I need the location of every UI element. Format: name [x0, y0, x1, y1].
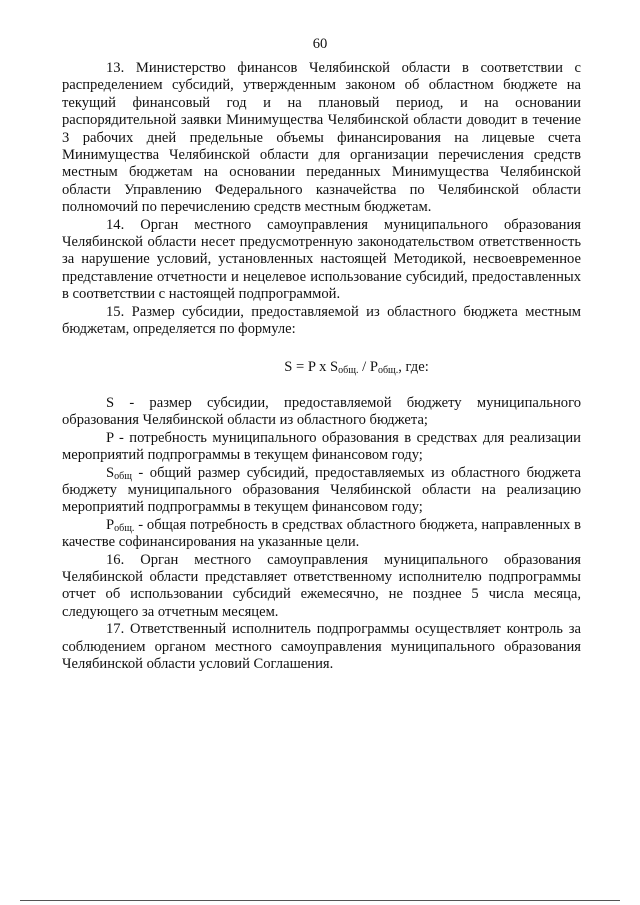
- formula-tail: , где:: [398, 358, 429, 375]
- formula-mid: / P: [358, 358, 378, 375]
- definition-p: P - потребность муниципального образования в средствах для реализации мероприятий подпрограммы в текущем финансовом году;: [62, 429, 581, 464]
- definition-s: S - размер субсидии, предоставляемой бюджету муниципального образования Челябинской области из областного бюджета;: [62, 394, 581, 429]
- bottom-rule: [20, 900, 620, 901]
- paragraph-17: 17. Ответственный исполнитель подпрограммы осуществляет контроль за соблюдением органом местного самоуправления муниципального образования Челябинской области условий Соглашения.: [62, 621, 581, 672]
- definition-s-total-symbol: S: [106, 464, 115, 481]
- definition-p-total-text: - общая потребность в средствах областного бюджета, направленных в качестве софинансирования на указанные цели.: [62, 516, 581, 551]
- formula-lhs: S = P x S: [284, 358, 339, 375]
- formula-subscript-1: общ.: [338, 364, 359, 376]
- subsidy-formula: [62, 359, 581, 376]
- formula-subscript-2: общ.: [377, 364, 399, 376]
- document-body: [62, 60, 581, 673]
- paragraph-15: 15. Размер субсидии, предоставляемой из областного бюджета местным бюджетам, определяется по формуле:: [62, 303, 581, 338]
- definition-p-total-symbol: P: [106, 516, 115, 533]
- page-number: 60: [312, 36, 328, 52]
- definition-p-total-subscript: общ.: [114, 522, 135, 534]
- paragraph-16: 16. Орган местного самоуправления муниципального образования Челябинской области представляет ответственному исполнителю подпрограммы отчет об использовании субсидий ежемесячно, не позднее 5 числа месяца, следующего за отчетным месяцем.: [62, 551, 581, 620]
- definition-p-total: [62, 517, 581, 552]
- definition-s-total: [62, 465, 581, 517]
- paragraph-14: 14. Орган местного самоуправления муниципального образования Челябинской области несет предусмотренную законодательством ответственность за нарушение условий, установленных настоящей Методикой, несвоевременное представление отчетности и нецелевое использование субсидий, предоставленных в соответствии с настоящей подпрограммой.: [62, 216, 581, 303]
- definition-s-total-text: - общий размер субсидий, предоставляемых из областного бюджета бюджету муниципального образования Челябинской области на реализацию мероприятий подпрограммы в текущем финансовом году;: [62, 464, 581, 516]
- definition-s-total-subscript: общ: [114, 470, 132, 482]
- paragraph-13: 13. Министерство финансов Челябинской области в соответствии с распределением субсидий, утвержденным законом об областном бюджете на текущий финансовый год и на плановый период, и на основании распорядительной заявки Минимущества Челябинской области доводит в течение 3 рабочих дней предельные объемы финансирования на лицевые счета Минимущества Челябинской области для организации перечисления средств местным бюджетам на основании переданных Минимущества Челябинской области Управлению Федерального казначейства по Челябинской области полномочий по перечислению средств местным бюджетам.: [62, 60, 581, 216]
